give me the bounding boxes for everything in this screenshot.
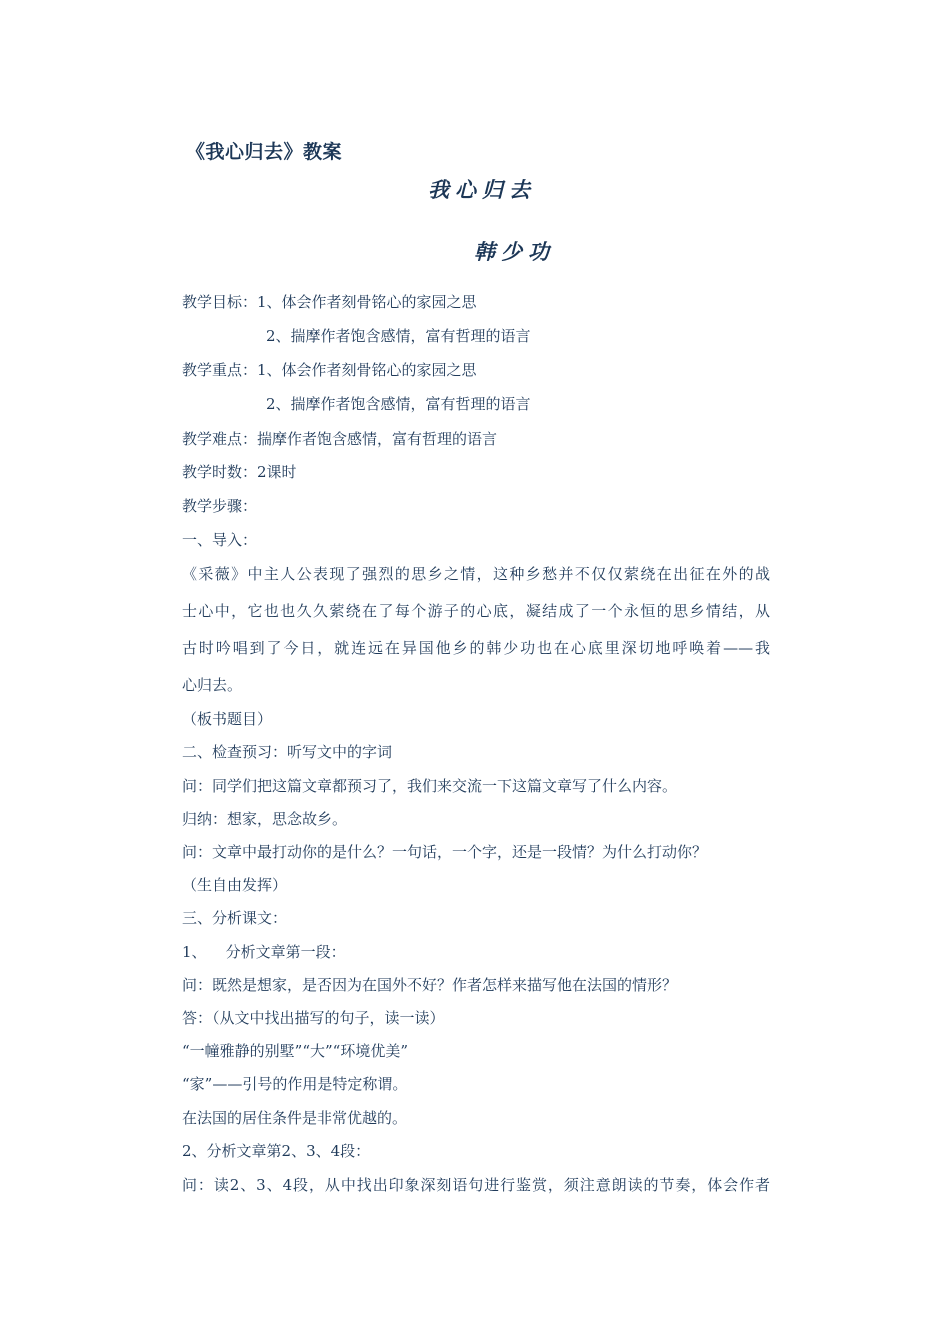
analysis-part1-question: 问：既然是想家，是否因为在国外不好？作者怎样来描写他在法国的情形？ <box>182 976 678 994</box>
analysis-part1-heading: 1、 分析文章第一段： <box>182 943 346 961</box>
essay-title: 我心归去 <box>428 177 536 202</box>
key-points-line-2: 2、揣摩作者饱含感情，富有哲理的语言 <box>266 395 531 413</box>
analysis-heading: 三、分析课文： <box>182 909 288 927</box>
analysis-part1-answer: 答：（从文中找出描写的句子，读一读） <box>182 1009 445 1027</box>
difficulty-line: 教学难点：揣摩作者饱含感情，富有哲理的语言 <box>182 430 498 448</box>
objectives-line-2: 2、揣摩作者饱含感情，富有哲理的语言 <box>266 327 531 345</box>
document-title: 《我心归去》教案 <box>186 141 343 163</box>
key-points-line-1: 教学重点：1、体会作者刻骨铭心的家园之思 <box>182 361 477 379</box>
intro-note: （板书题目） <box>182 710 273 728</box>
preview-summary: 归纳：想家，思念故乡。 <box>182 810 348 828</box>
hours-line: 教学时数：2课时 <box>182 463 297 481</box>
analysis-part2-question: 问：读2、3、4段，从中找出印象深刻语句进行鉴赏，须注意朗读的节奏，体会作者 <box>182 1176 770 1194</box>
preview-question-2: 问：文章中最打动你的是什么？一句话，一个字，还是一段情？为什么打动你？ <box>182 843 708 861</box>
preview-heading: 二、检查预习：听写文中的字词 <box>182 743 393 761</box>
analysis-part1-conclusion: 在法国的居住条件是非常优越的。 <box>182 1109 408 1127</box>
analysis-part2-heading: 2、分析文章第2、3、4段： <box>182 1142 371 1160</box>
intro-paragraph-line: 心归去。 <box>182 676 243 694</box>
intro-paragraph-line: 士心中，它也也久久萦绕在了每个游子的心底，凝结成了一个永恒的思乡情结，从 <box>182 602 770 620</box>
preview-question-1: 问：同学们把这篇文章都预习了，我们来交流一下这篇文章写了什么内容。 <box>182 777 678 795</box>
intro-heading: 一、导入： <box>182 531 258 549</box>
preview-question-2-note: （生自由发挥） <box>182 876 288 894</box>
objectives-line-1: 教学目标：1、体会作者刻骨铭心的家园之思 <box>182 293 477 311</box>
author-name: 韩少功 <box>474 239 555 264</box>
intro-paragraph-line: 《采薇》中主人公表现了强烈的思乡之情，这种乡愁并不仅仅萦绕在出征在外的战 <box>182 565 770 583</box>
analysis-part1-note: “家”——引号的作用是特定称谓。 <box>182 1075 408 1093</box>
intro-paragraph-line: 古时吟唱到了今日，就连远在异国他乡的韩少功也在心底里深切地呼唤着——我 <box>182 639 770 657</box>
steps-label: 教学步骤： <box>182 497 258 515</box>
analysis-part1-quote: “一幢雅静的别墅”“大”“环境优美” <box>182 1042 409 1060</box>
